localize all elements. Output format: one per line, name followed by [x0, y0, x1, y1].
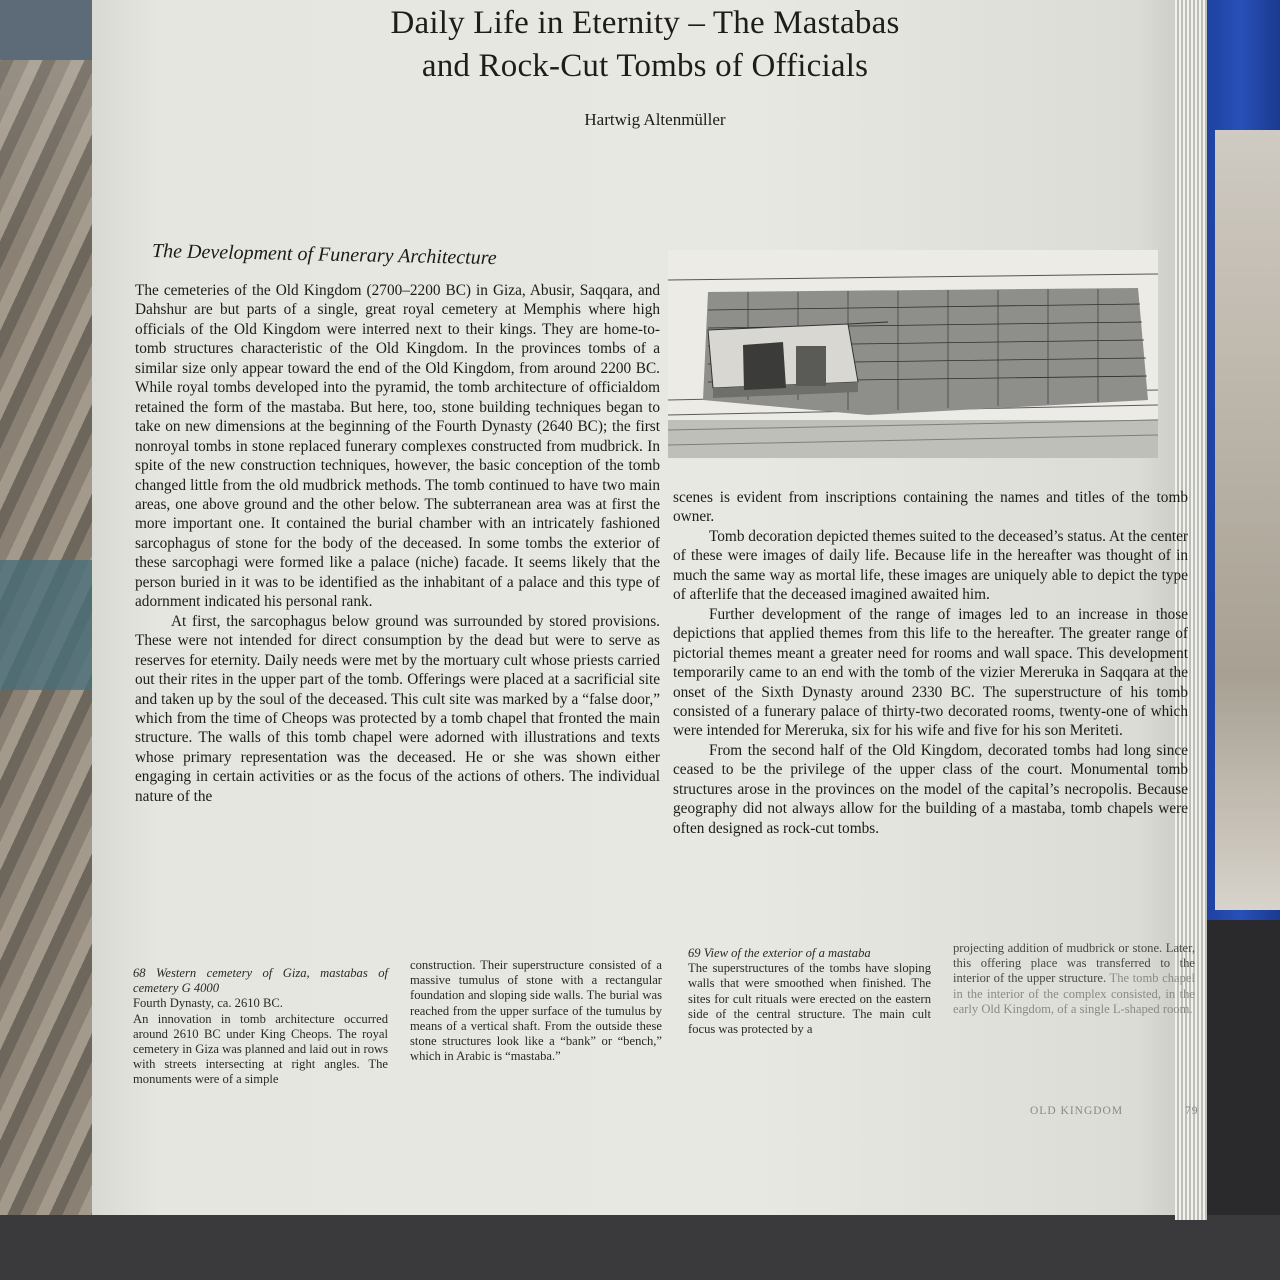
paragraph: From the second half of the Old Kingdom, decorated tombs had long since ceased to be the privilege of the upper class of the court. Monumental tomb structures arose in the provinces on the model of the capital’s necropolis. Because geography did not always allow for the building of a mastaba, tomb chapels were often designed as rock-cut tombs. — [673, 741, 1188, 837]
paragraph: At first, the sarcophagus below ground was surrounded by stored provisions. These were not intended for direct consumption by the dead but were to serve as reserves for eternity. Daily needs were met by the mortuary cult whose priests carried out their rites in the upper part of the tomb. Offerings were placed at a sacrificial site and taken up by the soul of the deceased. This cult site was marked by a “false door,” which from the time of Cheops was protected by a tomb chapel that fronted the main structure. The walls of this tomb chapel were adorned with illustrations and texts whose primary representation was the deceased. He or she was shown either engaging in certain activities or as the focus of the actions of others. The individual nature of the — [135, 612, 660, 805]
paragraph: Tomb decoration depicted themes suited to the deceased’s status. At the center of these were images of daily life. Because life in the hereafter was thought of in much the same way as mortal life, these images are uniquely able to depict the type of afterlife that the deceased imagined awaited him. — [673, 527, 1188, 604]
right-text-column — [673, 488, 1188, 838]
caption-69-title: 69 View of the exterior of a mastaba — [688, 946, 871, 960]
title-line-1: Daily Life in Eternity – The Mastabas — [390, 5, 900, 41]
caption-69-continued — [953, 941, 1195, 1017]
paragraph: The cemeteries of the Old Kingdom (2700–2200 BC) in Giza, Abusir, Saqqara, and Dahshur are but parts of a single, great royal cemetery at Memphis where high officials of the Old Kingdom were interred next to their kings. They are home-to-tomb structures characteristic of the Old Kingdom. In the provinces tombs of a similar size only appear toward the end of the Old Kingdom, from around 2200 BC. While royal tombs developed into the pyramid, the tomb architecture of officialdom retained the form of the mastaba. But here, too, stone building techniques began to take on new dimensions at the beginning of the Fourth Dynasty (2640 BC); the first nonroyal tombs in stone replaced funerary complexes constructed from mudbrick. In spite of the new construction techniques, however, the basic conception of the tomb changed little from the old mudbrick methods. The tomb continued to have two main areas, one above ground and the other below. The subterranean area was at first the more important one. It contained the burial chamber with an intricately fashioned sarcophagus of stone for the body of the deceased. In some tombs the exterior of these sarcophagi were formed like a palace (niche) facade. It seems likely that the person buried in it was to be identified as the inhabitant of a palace and this type of adornment indicated his personal rank. — [135, 282, 660, 611]
page-footer — [1030, 1105, 1198, 1117]
title-line-2: and Rock-Cut Tombs of Officials — [421, 48, 869, 84]
left-text-column — [135, 281, 660, 806]
running-footer-section: OLD KINGDOM — [1030, 1105, 1124, 1117]
caption-68-text: An innovation in tomb architecture occurred around 2610 BC under King Cheops. The royal cemetery in Giza was planned and laid out in rows with streets intersecting at right angles. The monuments were of a simple — [133, 1011, 388, 1087]
caption-69 — [688, 946, 931, 1037]
facing-page-photo — [0, 0, 100, 1280]
caption-69-cont-a: projecting addition of mudbrick or stone. Later, this offering place was transferred to the interior of the upper structure. — [953, 941, 1195, 986]
caption-69-cont-b: The tomb chapel in the interior of the complex consisted, in the early Old Kingdom, of a single L-shaped room. — [953, 971, 1196, 1016]
caption-68-continued — [410, 958, 662, 1064]
caption-68-date: Fourth Dynasty, ca. 2610 BC. — [133, 996, 283, 1011]
caption-68-cont-text: construction. Their superstructure consisted of a massive tumulus of stone with a rectangular foundation and sloping side walls. The burial was reached from the upper surface of the tumulus by means of a vertical shaft. From the outside these stone structures look like a “bank” or “bench,” which in Arabic is “mastaba.” — [410, 958, 662, 1064]
section-heading: The Development of Funerary Architecture — [151, 240, 497, 270]
caption-68-title: 68 Western cemetery of Giza, mastabas of cemetery G 4000 — [133, 966, 388, 996]
caption-69-text: The superstructures of the tombs have sloping walls that were smoothed when finished. The sites for cult rituals were erected on the eastern side of the central structure. The main cult focus was protected by a — [688, 961, 931, 1037]
mastaba-illustration — [668, 250, 1158, 458]
paragraph: scenes is evident from inscriptions containing the names and titles of the tomb owner. — [673, 489, 1188, 526]
page-number: 79 — [1184, 1105, 1199, 1117]
paragraph: Further development of the range of images led to an increase in those depictions that applied themes from this life to the hereafter. The greater range of pictorial themes meant a greater need for rooms and wall space. This development temporarily came to an end with the tomb of the vizier Mereruka in Saqqara at the onset of the Sixth Dynasty around 2330 BC. The superstructure of his tomb consisted of a funerary palace of thirty-two decorated rooms, twenty-one of which were intended for Mereruka, six for his wife and five for his son Meriteti. — [673, 605, 1188, 740]
author-name: Hartwig Altenmüller — [584, 110, 726, 129]
article-title — [300, 2, 990, 88]
caption-68 — [133, 966, 388, 1088]
cover-photo-strip — [1215, 130, 1280, 910]
desk-background — [0, 1215, 1280, 1280]
